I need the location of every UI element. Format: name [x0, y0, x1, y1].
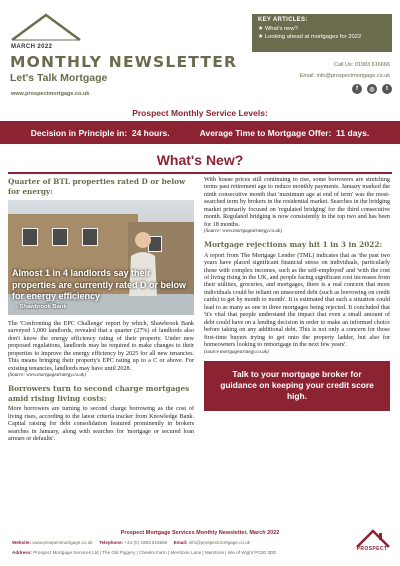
issue-date: MARCH 2022 — [11, 44, 53, 50]
newsletter-subtitle: Let's Talk Mortgage — [10, 72, 108, 84]
credit-score-callout: Talk to your mortgage broker for guidance on keeping your credit score high. — [204, 361, 390, 411]
whats-new-heading: What's New? — [156, 152, 244, 168]
footer-address: Prospect Mortgage Services Ltd | The Old Piggery | Cheeks Farm | Merstone Lane | Merstone | Isle of Wight PO30 3DE — [33, 550, 277, 555]
article-source-btl: (Source: www.mortgagestrategy.co.uk) — [8, 373, 86, 379]
article-body-rejections: A report from The Mortgage Lender (TML) indicates that as 'the past two years have placed significant financial stress on individuals, particularly those with complex incomes, such as the self-employed' and 'with the cost of living rising in the UK, and people facing significant cost increases from their utilities, groceries, and mortgages, there is a real concern that more individuals could be reliant on unsecured debt (such as borrowing on credit cards) to get by month to month'. It is estimated that such a situation could lead to as many as one in three mortgages being rejected. It concluded that 'it's vital that people understand the impact that even a small amount of debt could have on a lending decision in order to make an informed choice before taking on any additional debt. This is not only a concern for those first-time buyers trying to get onto the property ladder, but also for homeowners looking to remortgage in the next few years'. — [204, 252, 390, 349]
header-email[interactable]: Email: info@prospectmortgage.co.uk — [299, 73, 390, 79]
key-articles-box — [252, 14, 392, 52]
key-articles-heading: KEY ARTICLES: — [258, 17, 308, 23]
article-body-second-charge: More borrowers are turning to second charge borrowing as the cost of living rises, according to the latest criteria tracker from Knowledge Bank. Capital raising for debt consolidation featured prominently in brokers searches in January, along with searches for 'mortgage or secured loan arrears or defaults'. — [8, 406, 194, 442]
service-levels-bar — [0, 121, 400, 144]
article-body-btl: The 'Confronting the EPC Challenge' report by which, Shawbrook Bank surveyed 1,000 landlords, revealed that a quarter (27%) of landlords also don't know the energy efficiency rating of their property. Under new proposed regulations, landlords may be required to make changes to their properties to improve the energy efficiency by 2025 for all new tenancies. This means bringing their property's EPC rating up to a C or above. For existing tenancies, landlords may have until 2028. — [8, 321, 194, 372]
header-website-link[interactable]: www.prospectmortgage.co.uk — [11, 91, 90, 97]
twitter-icon[interactable]: t — [382, 84, 392, 94]
header-phone[interactable]: Call Us: 01983 616666 — [334, 62, 390, 68]
newsletter-title: MONTHLY NEWSLETTER — [10, 53, 238, 71]
service-levels-title: Prospect Monthly Service Levels: — [132, 108, 268, 118]
footer-website-link[interactable]: www.prospectmortgage.co.uk — [32, 540, 93, 545]
article-source-rejections: (source mortgagestrategy.co.uk) — [204, 349, 269, 355]
footer-title: Prospect Mortgage Services Monthly Newsletter, March 2022 — [120, 530, 280, 536]
dip-stat: Decision in Principle in: 24 hours. — [30, 127, 170, 138]
landlord-photo — [8, 200, 194, 315]
footer-email-link[interactable]: info@prospectmortgage.co.uk — [188, 540, 251, 545]
left-column — [8, 177, 194, 443]
footer-telephone[interactable]: +44 (0) 1983 616666 — [124, 540, 168, 545]
photo-caption: Almost 1 in 4 landlords say their properties are currently rated D or below for energy efficiency — [12, 268, 187, 301]
footer-address-line: Address: Prospect Mortgage Services Ltd | The Old Piggery | Cheeks Farm | Merstone Lane | Merstone | Isle of Wight PO30 3DE — [12, 550, 277, 555]
prospect-logo-text: PROSPECT — [356, 546, 388, 552]
article-source-second-charge: (Source: www.mortgagestrategy.co.uk) — [204, 229, 282, 235]
article-heading-btl: Quarter of BTL properties rated D or below for energy: — [8, 177, 186, 196]
social-links — [352, 84, 392, 94]
facebook-icon[interactable]: f — [352, 84, 362, 94]
article-body-second-charge-cont: With house prices still continuing to rise, some borrowers are stretching terms past retirement age to reduce monthly payments. January marked the ninth consecutive month that 'maximum age at end of term' was the most-searched term by brokers in the residential market. Searches in the bridging market primarily focused on 'regulated bridging' for the third consecutive month. Regulated bridging is now consistently in the top two and has been for 18 months. — [204, 177, 390, 228]
article-heading-rejections: Mortgage rejections may hit 1 in 3 in 2022: — [204, 240, 383, 250]
header-contact — [300, 60, 390, 82]
key-article-item[interactable]: ★ What's new? — [258, 26, 298, 32]
offer-stat: Average Time to Mortgage Offer: 11 days. — [199, 127, 370, 138]
house-roof-logo — [10, 12, 82, 42]
instagram-icon[interactable]: ◎ — [367, 84, 377, 94]
footer-contact-line: Website: www.prospectmortgage.co.uk Telephone: +44 (0) 1983 616666 Email: info@prospectmortgage.co.uk — [12, 540, 251, 545]
newsletter-header — [0, 0, 400, 105]
article-heading-second-charge: Borrowers turn to second charge mortgages amid rising living costs: — [8, 384, 190, 403]
heading-divider — [8, 172, 392, 174]
right-column — [204, 177, 390, 411]
key-article-item[interactable]: ★ Looking ahead at mortgages for 2022 — [258, 34, 362, 40]
photo-caption-source: - Shawbrook Bank — [16, 304, 67, 310]
